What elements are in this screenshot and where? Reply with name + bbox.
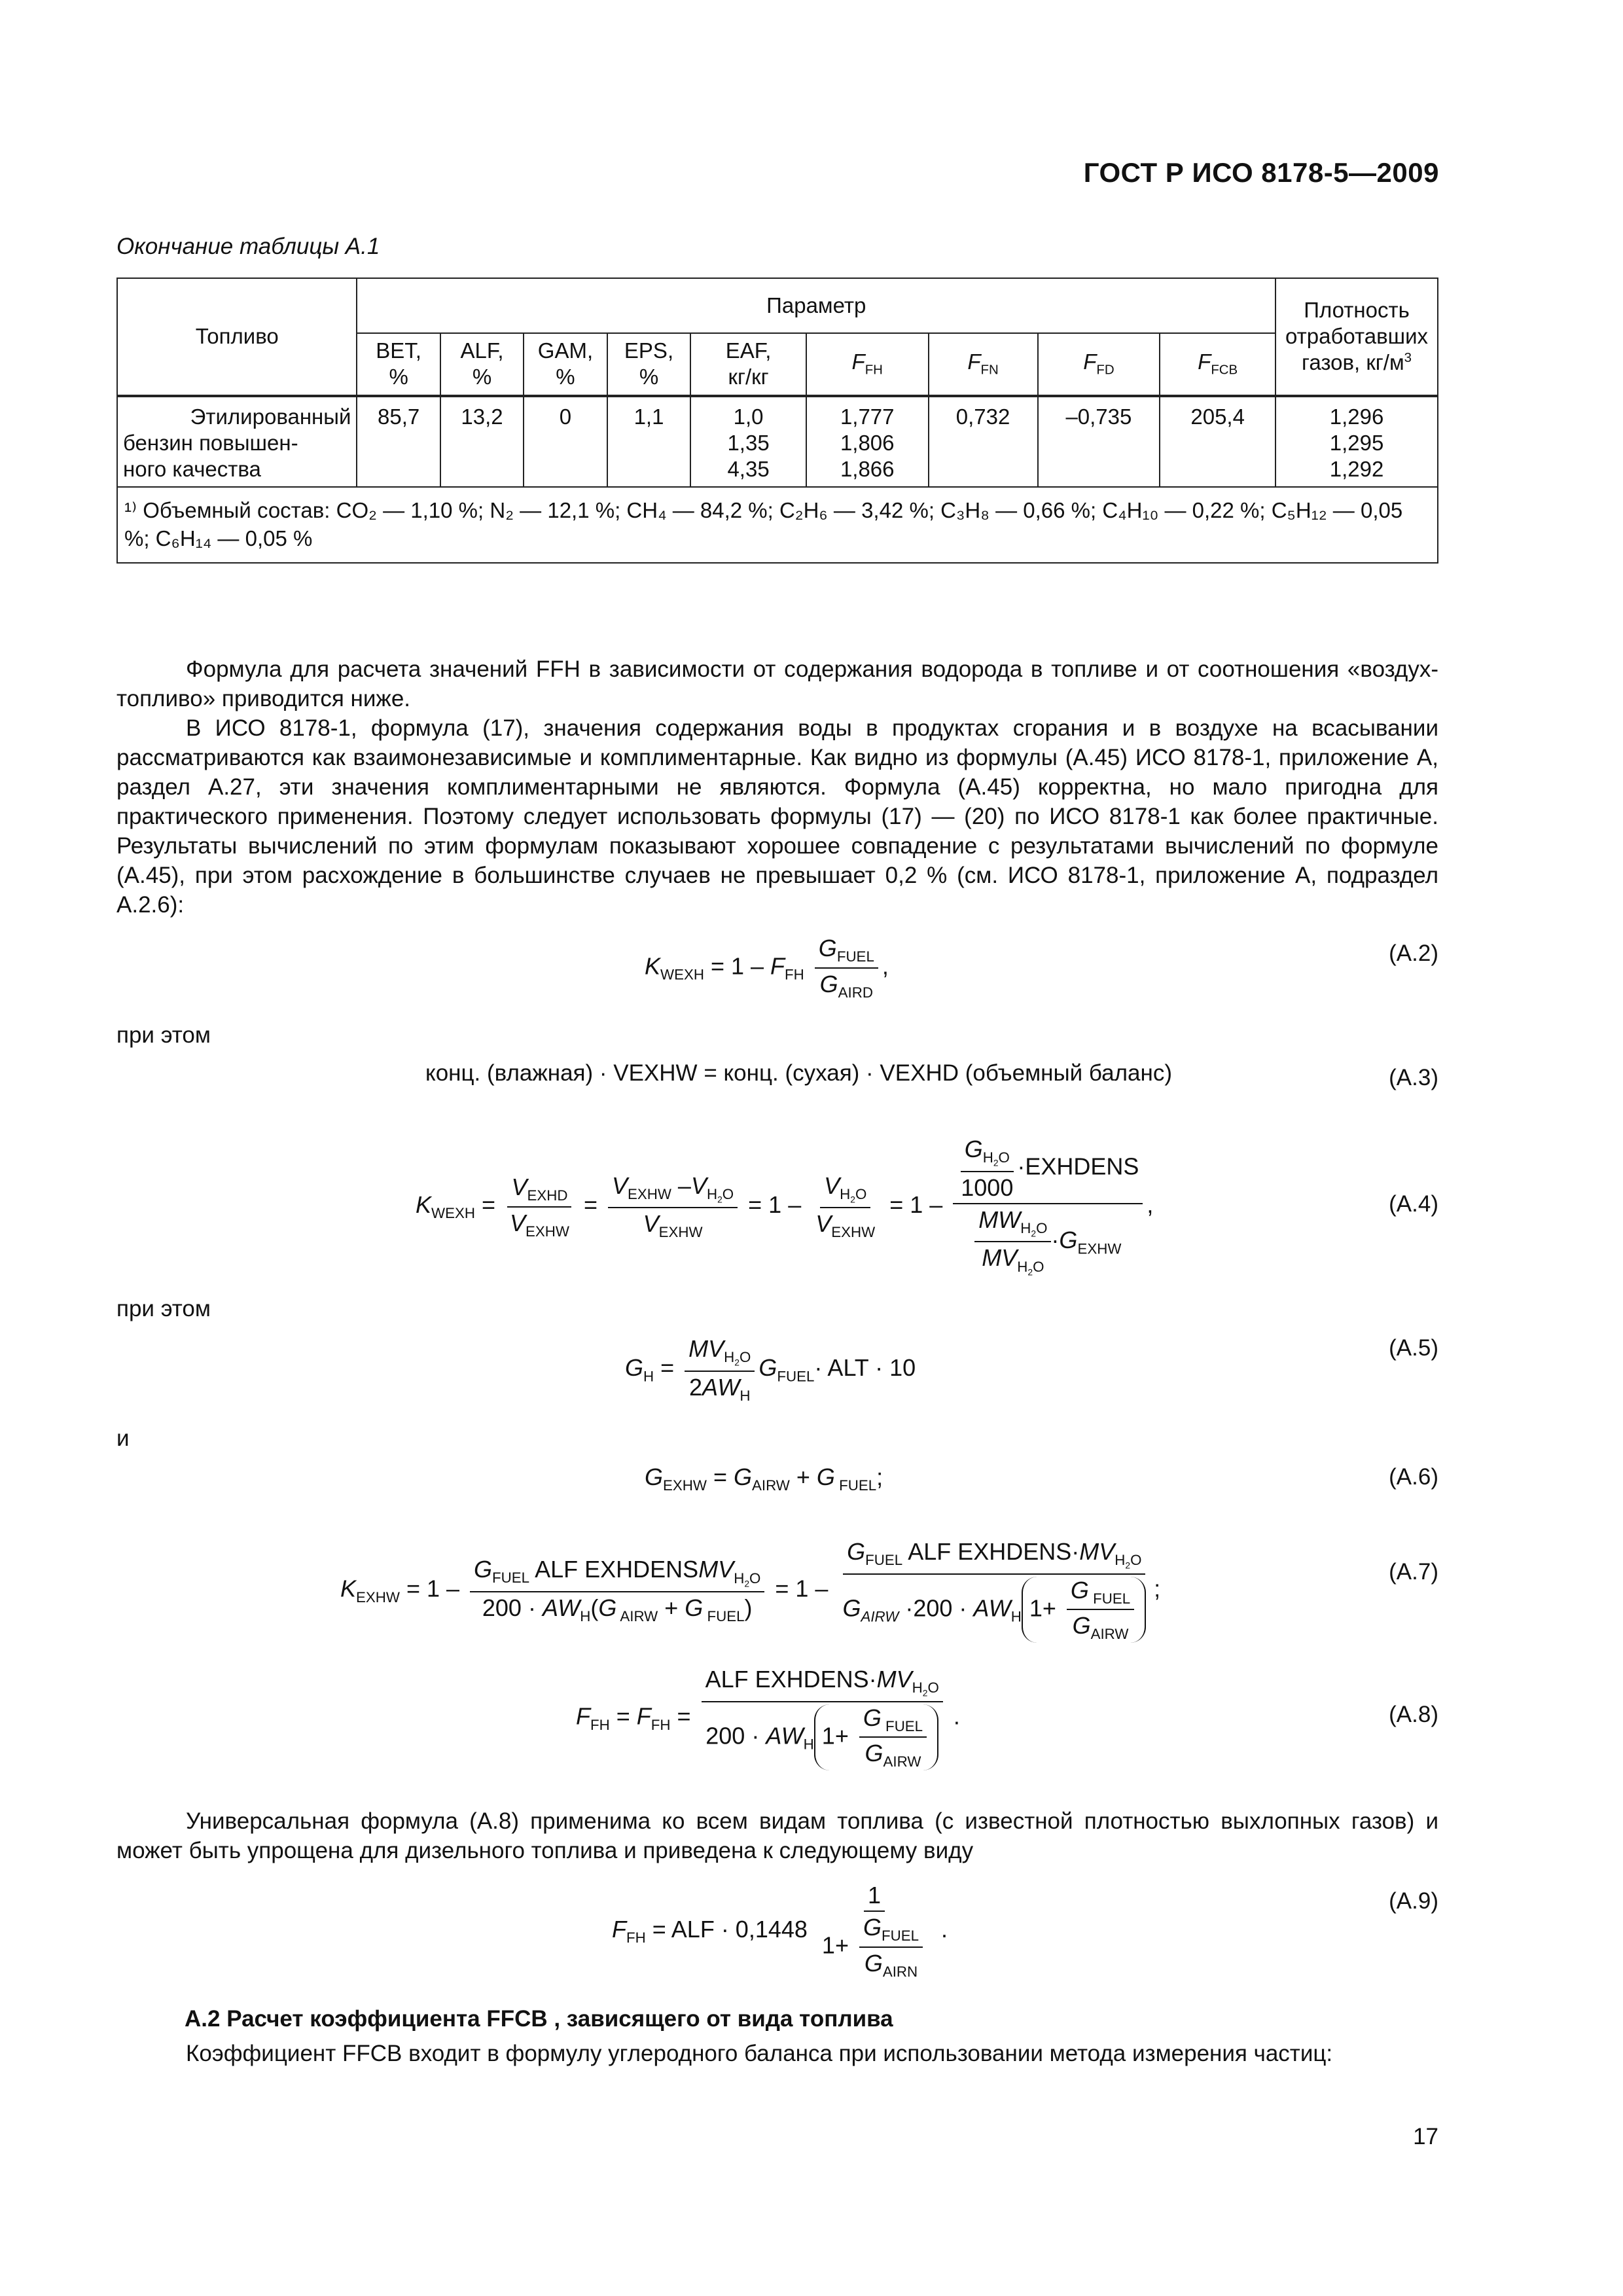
equation-number-a6: (А.6) [1389,1464,1438,1490]
col-bet: BET, % [357,333,440,396]
parameter-table [116,278,1438,564]
col-eps: EPS, % [607,333,690,396]
col-alf: ALF, % [440,333,524,396]
equation-a4: $K_{WEXH}$ = $\frac{V_{EXHD}}{V_{EXHW}}$ = $\frac{V_{EXHW} -V_{H_2O}}{V_{EXHW}}$ = 1 – $\frac{V_{H_2O}}{V_{EXHW}}$ = 1 – $\frac{G_{H_2O}}{1000}$ ·EXHDENS $\frac{MW_{H_2O}}{MV_{H_2O}}$ $\cdot G_{EXHW}$ , [416,1136,1154,1278]
value-ffn: 0,732 [929,396,1038,488]
param-header: Параметр [357,278,1275,333]
equation-number-a3: (А.3) [1389,1065,1438,1090]
value-eps: 1,1 [607,396,690,488]
value-eaf: 1,0 1,35 4,35 [690,396,806,488]
equation-number-a5: (А.5) [1389,1335,1438,1361]
equation-a5: $G_H$ = $\frac{MV_{H_2O}}{2AW_H}$ $G_{FUEL}\cdot$ ALT · 10 [625,1335,916,1404]
col-ffh: $F_{FH}$ [806,333,929,396]
page-number: 17 [1413,2124,1438,2149]
value-alf: 13,2 [440,396,524,488]
equation-number-a2: (А.2) [1389,941,1438,966]
col-ffd: $F_{FD}$ [1038,333,1160,396]
col-ffn: $F_{FN}$ [929,333,1038,396]
equation-a2: $K_{WEXH} = 1 - F_{FH}$ $\frac{G_{FUEL}}{G_{AIRD}}$ , [645,935,889,1001]
paragraph-ffh-intro: Формула для расчета значений FFH в зависимости от содержания водорода в топливе и от соотношения «воздух-топливо» приводится ниже. [116,656,1438,711]
connector-i: и [116,1426,130,1451]
table-footnote: ¹⁾ Объемный состав: CO₂ — 1,10 %; N₂ — 12,1 %; CH₄ — 84,2 %; C₂H₆ — 3,42 %; C₃H₈ — 0,66 %; C₄H₁₀ — 0,22 %; C₅H₁₂ — 0,05 %; C₆H₁₄ — 0,05 % [117,487,1438,563]
equation-a9: $F_{FH}$ = ALF · 0,1448 1 1+ $\frac{G_{FUEL}}{G_{AIRN}}$ . [612,1882,948,1981]
col-eaf: EAF, кг/кг [690,333,806,396]
value-ffh: 1,777 1,806 1,866 [806,396,929,488]
document-id: ГОСТ Р ИСО 8178-5—2009 [1083,157,1439,188]
col-ffcb: $F_{FCB}$ [1160,333,1275,396]
equation-a7: $K_{EXHW} = 1$ – $\frac{G_{FUEL} ALF EXHDENSMV_{H_2O}}{200 \cdot AW_H(G _{AIRW} + G _{FUEL})}$ = 1 – $G_{FUEL}$ ALF $EXHDENS\cdot MV_{H_2O}$ $G_{AIRW} \cdot 200 \cdot AW_H$ 1+ $\frac{G _{FUEL}}{G_{AIRW}}$ ; [340,1538,1161,1643]
equation-a3: конц. (влажная) · VEXHW = конц. (сухая) · VEXHD (объемный баланс) [425,1060,1172,1086]
table-caption: Окончание таблицы А.1 [116,234,380,259]
value-bet: 85,7 [357,396,440,488]
value-ffcb: 205,4 [1160,396,1275,488]
equation-number-a4: (А.4) [1389,1191,1438,1217]
equation-number-a8: (А.8) [1389,1702,1438,1727]
fuel-header: Топливо [117,278,357,396]
equation-a8: $F_{FH} = F_{FH}$ = ALF $EXHDENS\cdot MV_{H_2O}$ $200 \cdot AW_H$ 1+ $\frac{G _{FUEL}}{G_{AIRW}}$ . [576,1666,960,1770]
paragraph-universal: Универсальная формула (А.8) применима ко всем видам топлива (с известной плотностью выхлопных газов) и может быть упрощена для дизельного топлива и приведена к следующему виду [116,1808,1438,1863]
paragraph-iso-8178: В ИСО 8178-1, формула (17), значения содержания воды в продуктах сгорания и в воздухе на всасывании рассматриваются как взаимонезависимые и комплиментарные. Как видно из формулы (А.45) ИСО 8178-1, приложение А, раздел А.27, эти значения комплиментарными не являются. Формула (А.45) корректна, но мало пригодна для практического применения. Поэтому следует использовать формулы (17) — (20) по ИСО 8178-1 как более практичные. Результаты вычислений по этим формулам показывают хорошее совпадение с результатами вычислений по формуле (А.45), при этом расхождение в большинстве случаев не превышает 0,2 % (см. ИСО 8178-1, приложение А, подраздел А.2.6): [116,715,1438,918]
value-gam: 0 [524,396,607,488]
density-header: Плотность отработавших газов, $кг/м^3$ [1275,278,1438,396]
equation-a6: $G_{EXHW} = G_{AIRW} + G$ $_{FUEL}$; [645,1463,883,1494]
connector-pri-etom-1: при этом [116,1022,211,1048]
equation-number-a9: (А.9) [1389,1888,1438,1914]
paragraph-ffcb: Коэффициент FFCB входит в формулу углеродного баланса при использовании метода измерения частиц: [186,2041,1333,2066]
connector-pri-etom-2: при этом [116,1296,211,1321]
equation-number-a7: (А.7) [1389,1559,1438,1585]
section-heading-a2: А.2 Расчет коэффициента FFCB , зависящего от вида топлива [185,2006,893,2032]
fuel-name: Этилированный бензин повышен- ного качества [117,396,357,488]
value-density: 1,296 1,295 1,292 [1275,396,1438,488]
value-ffd: –0,735 [1038,396,1160,488]
col-gam: GAM, % [524,333,607,396]
